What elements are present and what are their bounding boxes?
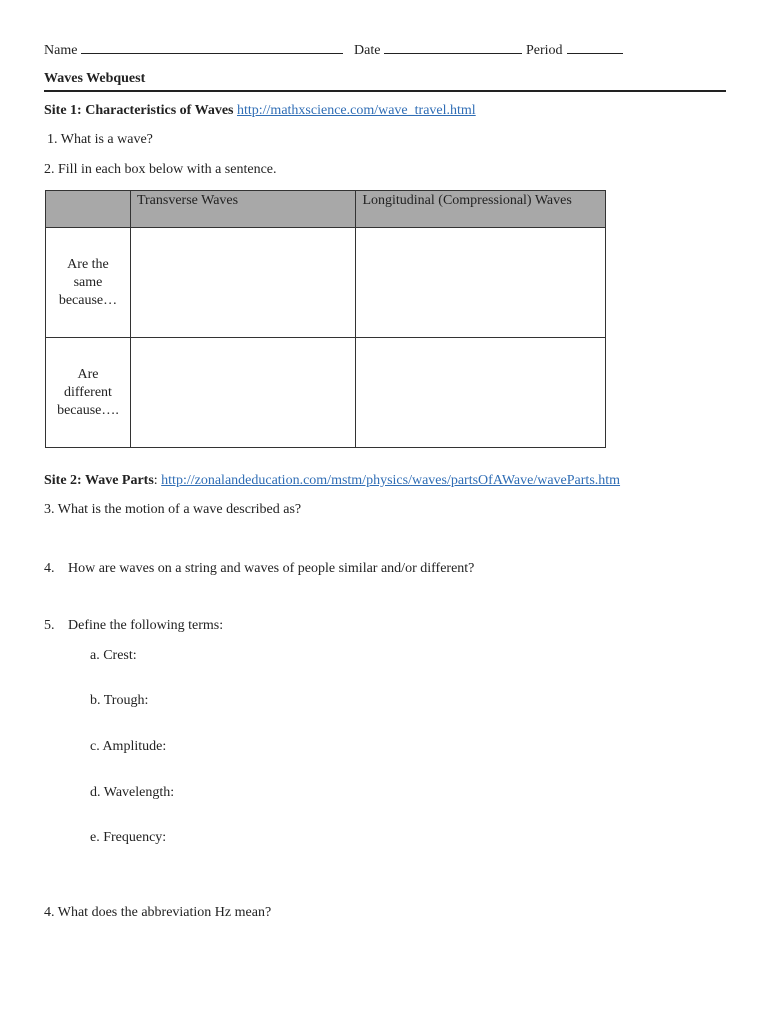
table-col-longitudinal: Longitudinal (Compressional) Waves [356,191,606,228]
title-rule [44,90,726,92]
table-row [46,228,606,338]
page-title: Waves Webquest [44,71,146,86]
table-header-row [46,191,606,228]
site1-label: Site 1: Characteristics of Waves [44,103,234,118]
question-1: 1. What is a wave? [47,132,153,147]
term-crest: a. Crest: [90,648,137,663]
name-label: Name [44,43,78,58]
answer-cell-transverse-same[interactable] [130,228,356,338]
site2-label: Site 2: Wave Parts [44,473,154,488]
table-corner-cell [46,191,131,228]
term-amplitude: c. Amplitude: [90,739,167,754]
question-2: 2. Fill in each box below with a sentence. [44,162,277,177]
site1-line [44,103,476,119]
question-4-text: How are waves on a string and waves of people similar and/or different? [68,561,475,576]
site2-line [44,473,620,489]
table-row-label-different: Are different because…. [46,338,131,448]
answer-cell-transverse-different[interactable] [130,338,356,448]
question-3: 3. What is the motion of a wave described as? [44,502,302,517]
table-col-transverse: Transverse Waves [130,191,356,228]
name-blank[interactable] [81,41,343,54]
term-frequency: e. Frequency: [90,830,167,845]
date-row [354,41,522,59]
period-row [526,41,623,59]
site2-colon: : [153,473,158,488]
term-wavelength: d. Wavelength: [90,785,175,800]
question-5-text: Define the following terms: [68,618,224,633]
table-row [46,338,606,448]
question-5 [44,618,223,634]
question-4-number: 4. [44,561,55,576]
period-blank[interactable] [567,41,623,54]
site2-link[interactable]: http://zonalandeducation.com/mstm/physics/waves/partsOfAWave/waveParts.htm [161,473,621,488]
period-label: Period [526,43,563,58]
comparison-table [45,190,606,448]
term-trough: b. Trough: [90,693,149,708]
answer-cell-longitudinal-different[interactable] [356,338,606,448]
question-hz: 4. What does the abbreviation Hz mean? [44,905,272,920]
date-blank[interactable] [384,41,522,54]
table-row-label-same: Are the same because… [46,228,131,338]
date-label: Date [354,43,381,58]
name-row [44,41,343,59]
answer-cell-longitudinal-same[interactable] [356,228,606,338]
site1-link[interactable]: http://mathxscience.com/wave_travel.html [236,103,476,118]
question-5-number: 5. [44,618,55,633]
question-4 [44,561,474,577]
